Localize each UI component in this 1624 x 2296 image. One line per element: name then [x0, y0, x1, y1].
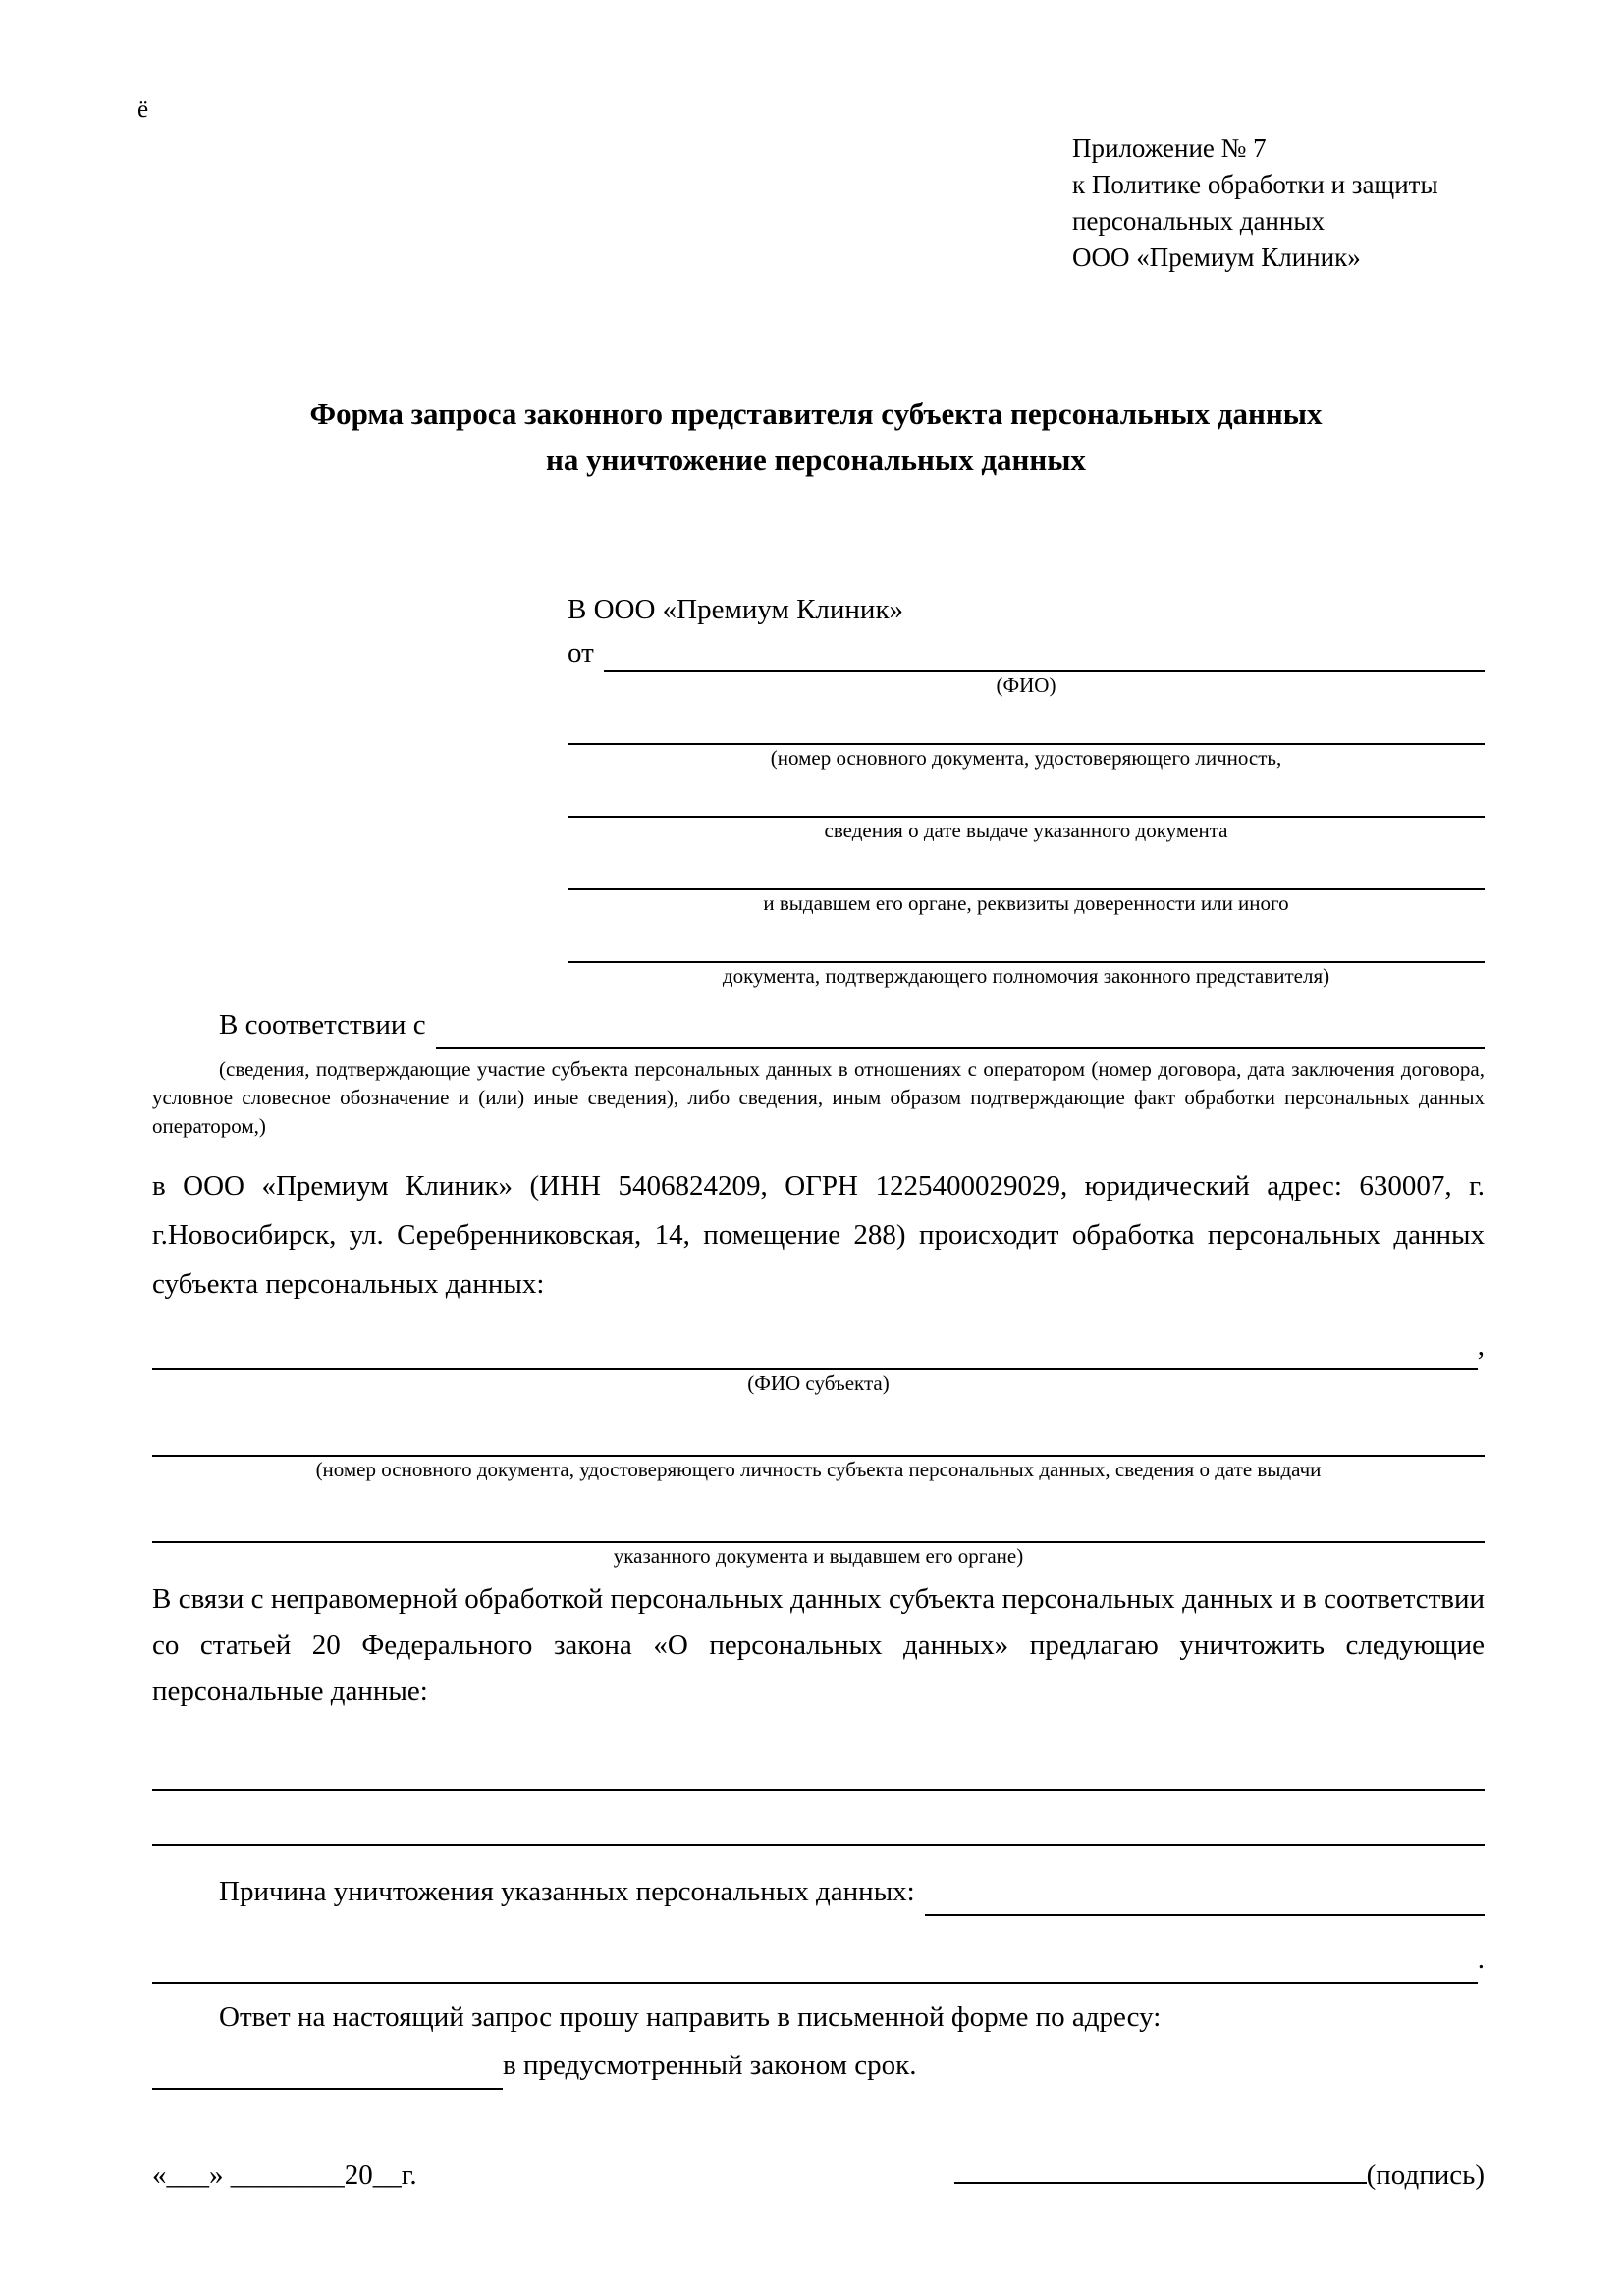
destroy-paragraph: В связи с неправомерной обработкой персональных данных субъекта персональных данных и в соответствии со статьей 20 Федерального закона «О персональных данных» предлагаю уничтожить следующие персональные данные: [152, 1583, 1485, 1707]
form-title [147, 391, 1485, 483]
blank-line [152, 1750, 1485, 1791]
subject-fio-blank-line [152, 1327, 1478, 1370]
form-title-line1: Форма запроса законного представителя субъекта персональных данных [309, 397, 1323, 431]
signature-blank-line [954, 2149, 1367, 2184]
corner-mark: ё [137, 96, 149, 123]
reason-label: Причина уничтожения указанных персональных данных: [219, 1876, 915, 1907]
accordance-row [152, 1001, 1485, 1049]
answer-paragraph: Ответ на настоящий запрос прошу направить в письменной форме по адресу: [219, 2002, 1162, 2033]
blank-caption: и выдавшем его органе, реквизиты доверенности или иного [763, 891, 1289, 915]
blank-line [152, 1512, 1485, 1543]
appendix-header [1072, 131, 1504, 276]
appendix-header-line: к Политике обработки и защиты [1072, 170, 1438, 199]
from-row [568, 629, 1485, 672]
appendix-header-line: Приложение № 7 [1072, 133, 1267, 163]
blank-line [568, 843, 1485, 890]
signature-caption: (подпись) [1366, 2160, 1485, 2191]
recipient-to: В ООО «Премиум Клиник» [568, 594, 904, 625]
reason-blank-line [925, 1873, 1485, 1916]
subject-fio-caption: (ФИО субъекта) [747, 1371, 890, 1395]
accordance-caption: (сведения, подтверждающие участие субъекта персональных данных в отношениях с оператором (номер договора, дата заключения договора, условное словесное обозначение и (или) иные сведения), либо сведения, иным образом подтверждающие факт обработки персональных данных оператором,) [152, 1057, 1485, 1138]
accordance-blank-line [436, 1006, 1485, 1049]
reason-blank-line2 [152, 1941, 1478, 1984]
operator-paragraph: в ООО «Премиум Клиник» (ИНН 5406824209, ОГРН 1225400029029, юридический адрес: 630007, г. г.Новосибирск, ул. Серебренниковская, 14, помещение 288) происходит обработка персональных данных субъекта персональных данных: [152, 1170, 1485, 1300]
reason-continuation-row [152, 1936, 1485, 1984]
blank-line [152, 1844, 1485, 1846]
blank-line [152, 1425, 1485, 1457]
reason-line-period: . [1477, 1944, 1485, 1975]
fio-caption: (ФИО) [996, 673, 1056, 697]
subject-doc-caption: (номер основного документа, удостоверяющего личность субъекта персональных данных, сведения о дате выдачи [315, 1458, 1322, 1481]
blank-caption: (номер основного документа, удостоверяющего личность, [770, 746, 1282, 770]
answer-tail-text: в предусмотренный законом срок. [503, 2050, 917, 2081]
form-title-line2: на уничтожение персональных данных [546, 443, 1086, 477]
blank-line [568, 698, 1485, 745]
blank-line [568, 771, 1485, 818]
subject-fio-comma: , [1477, 1330, 1485, 1362]
from-label: от [568, 637, 594, 668]
appendix-header-line: персональных данных [1072, 206, 1325, 236]
blank-caption: сведения о дате выдаче указанного документа [824, 819, 1228, 842]
subject-fio-row [152, 1322, 1485, 1370]
date-line: «___» ________20__г. [152, 2160, 417, 2191]
from-blank-line [604, 629, 1485, 672]
appendix-header-line: ООО «Премиум Клиник» [1072, 242, 1361, 272]
form-body [152, 1001, 1485, 2200]
address-blank-line [152, 2047, 503, 2090]
answer-tail-row [152, 2042, 1485, 2090]
blank-caption: документа, подтверждающего полномочия законного представителя) [722, 964, 1330, 988]
recipient-block [568, 590, 1485, 988]
date-signature-row [152, 2149, 1485, 2200]
subject-doc-caption: указанного документа и выдавшем его органе) [613, 1544, 1024, 1568]
blank-line [568, 916, 1485, 963]
accordance-label: В соответствии с [219, 1009, 426, 1041]
signature-group [954, 2149, 1485, 2200]
reason-row [152, 1868, 1485, 1916]
